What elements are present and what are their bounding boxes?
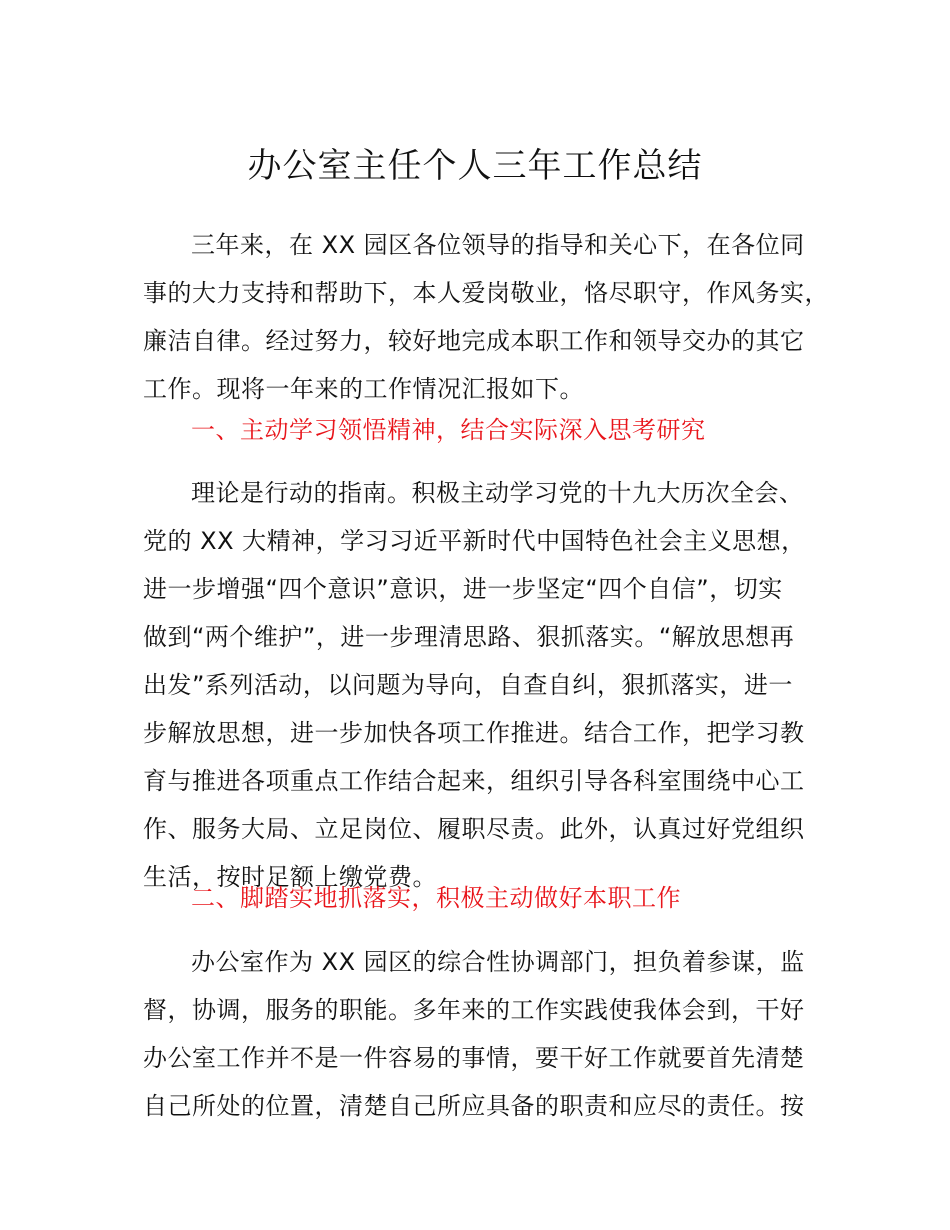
paragraph-line: 自己所处的位置，清楚自己所应具备的职责和应尽的责任。按 <box>143 1092 805 1120</box>
section-heading-2: 二、脚踏实地抓落实，积极主动做好本职工作 <box>191 884 681 912</box>
paragraph-line: 工作。现将一年来的工作情况汇报如下。 <box>143 375 584 403</box>
paragraph-line: 事的大力支持和帮助下，本人爱岗敬业，恪尽职守，作风务实， <box>143 279 829 307</box>
paragraph-line: 生活，按时足额上缴党费。 <box>143 863 437 891</box>
paragraph-line: 三年来，在 XX 园区各位领导的指导和关心下，在各位同 <box>191 231 805 259</box>
intro-paragraph <box>143 221 833 413</box>
paragraph-line: 党的 XX 大精神，学习习近平新时代中国特色社会主义思想， <box>143 527 806 555</box>
paragraph-line: 步解放思想，进一步加快各项工作推进。结合工作，把学习教 <box>143 719 805 747</box>
paragraph-line: 育与推进各项重点工作结合起来，组织引导各科室围绕中心工 <box>143 767 805 795</box>
paragraph-line: 办公室工作并不是一件容易的事情，要干好工作就要首先清楚 <box>143 1044 805 1072</box>
section-heading-1: 一、主动学习领悟精神，结合实际深入思考研究 <box>191 416 706 444</box>
section1-paragraph <box>143 469 833 901</box>
paragraph-line: 办公室作为 XX 园区的综合性协调部门，担负着参谋，监 <box>191 948 805 976</box>
section2-paragraph <box>143 938 833 1130</box>
paragraph-line: 廉洁自律。经过努力，较好地完成本职工作和领导交办的其它 <box>143 327 805 355</box>
paragraph-line: 出发”系列活动，以问题为导向，自查自纠，狠抓落实，进一 <box>143 671 793 699</box>
document-title: 办公室主任个人三年工作总结 <box>247 146 703 186</box>
paragraph-line: 作、服务大局、立足岗位、履职尽责。此外，认真过好党组织 <box>143 815 805 843</box>
paragraph-line: 督，协调，服务的职能。多年来的工作实践使我体会到，干好 <box>143 996 805 1024</box>
paragraph-line: 做到“两个维护”，进一步理清思路、狠抓落实。“解放思想再 <box>143 623 795 651</box>
paragraph-line: 进一步增强“四个意识”意识，进一步坚定“四个自信”，切实 <box>143 575 783 603</box>
paragraph-line: 理论是行动的指南。积极主动学习党的十九大历次全会、 <box>191 479 804 507</box>
